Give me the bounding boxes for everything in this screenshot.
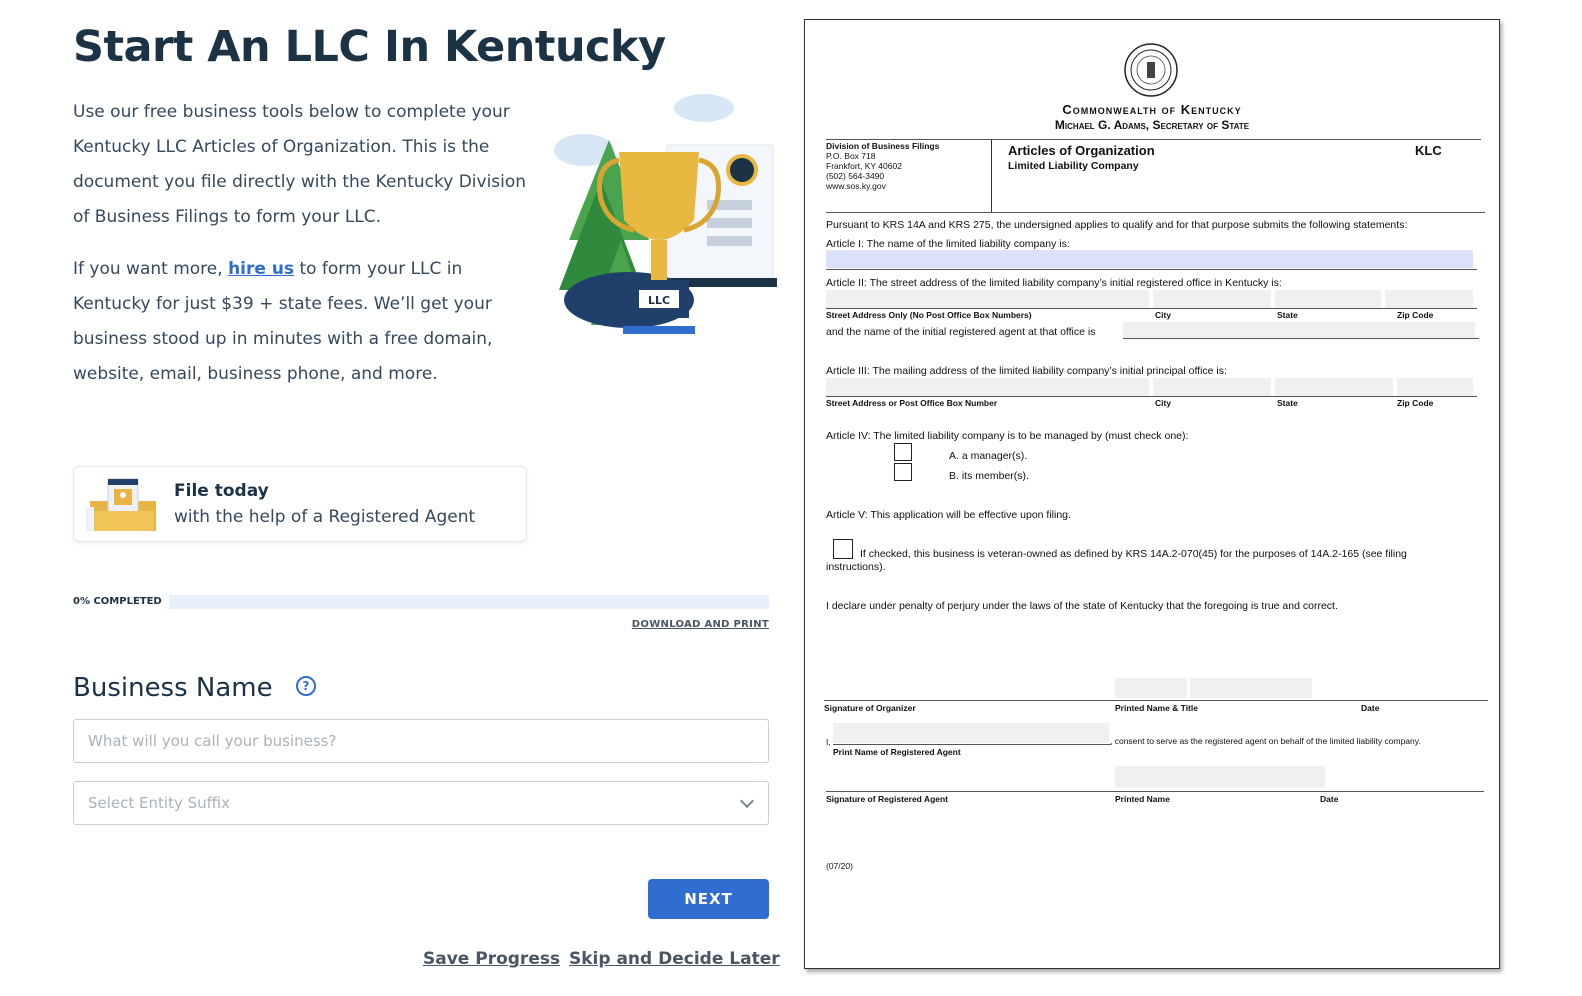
intro-hire-after: to form your LLC in Kentucky for just $39 + state fees. We’ll get your business stood up in minutes with a free domain, website, email, business phone, and more.: [73, 259, 493, 384]
doc-a2-state-label: State: [1277, 310, 1298, 320]
organizer-printed-name-field[interactable]: [1115, 678, 1187, 698]
doc-a3-street-label: Street Address or Post Office Box Number: [826, 398, 998, 408]
save-progress-link[interactable]: Save Progress: [423, 949, 561, 969]
doc-a2-street-label: Street Address Only (No Post Office Box Numbers): [826, 310, 1032, 320]
progress-label: 0% COMPLETED: [73, 596, 162, 607]
principal-office-state-field[interactable]: [1275, 378, 1393, 396]
principal-office-street-field[interactable]: [826, 378, 1149, 396]
page-title: Start An LLC In Kentucky: [73, 22, 666, 72]
business-name-label: Business Name: [73, 673, 273, 703]
next-button[interactable]: NEXT: [648, 879, 769, 919]
doc-a3-state-label: State: [1277, 398, 1298, 408]
registered-agent-card[interactable]: [73, 466, 527, 542]
registered-agent-name-field[interactable]: [1123, 322, 1475, 338]
skip-and-decide-later-link[interactable]: Skip and Decide Later: [569, 949, 780, 969]
doc-address1: P.O. Box 718: [826, 151, 876, 161]
doc-a3-city-label: City: [1155, 398, 1172, 408]
doc-veteran-1: If checked, this business is veteran-owned as defined by KRS 14A.2-070(45) for the purposes of 14A.2-165 (see filing: [860, 548, 1407, 560]
doc-a3-zip-label: Zip Code: [1397, 398, 1434, 408]
doc-commonwealth: Commonwealth of Kentucky: [1062, 102, 1242, 117]
llc-name-field[interactable]: [826, 250, 1473, 268]
form-panel: [73, 0, 780, 996]
chevron-down-icon: [740, 794, 754, 808]
doc-article-3: Article III: The mailing address of the limited liability company’s initial principal office is:: [826, 365, 1227, 377]
doc-form-code: KLC: [1415, 143, 1442, 158]
articles-of-organization-preview: [804, 19, 1500, 969]
doc-option-a: A. a manager(s).: [949, 450, 1028, 462]
file-today-subtitle: with the help of a Registered Agent: [174, 507, 476, 527]
help-circle-icon[interactable]: ?: [296, 676, 316, 696]
member-checkbox[interactable]: [894, 463, 912, 481]
doc-article-5: Article V: This application will be effective upon filing.: [826, 509, 1071, 521]
entity-suffix-select[interactable]: [73, 781, 769, 825]
principal-office-zip-field[interactable]: [1397, 378, 1473, 396]
agent-printed-name-field[interactable]: [1115, 766, 1325, 788]
doc-phone: (502) 564-3490: [826, 171, 885, 181]
doc-pursuant: Pursuant to KRS 14A and KRS 275, the undersigned applies to qualify and for that purpose submits the following statements:: [826, 219, 1408, 231]
doc-consent: , consent to serve as the registered agent on behalf of the limited liability company.: [1110, 736, 1421, 746]
intro-text: Use our free business tools below to complete your Kentucky LLC Articles of Organization. This is the document you file directly with the Kentucky Division of Business Filings to form your LLC.: [73, 102, 527, 227]
doc-a2-city-label: City: [1155, 310, 1172, 320]
principal-office-city-field[interactable]: [1153, 378, 1271, 396]
doc-printed-name-title: Printed Name & Title: [1115, 703, 1198, 713]
intro-hire-before: If you want more,: [73, 259, 229, 279]
agent-print-name-field[interactable]: [833, 723, 1109, 743]
doc-address2: Frankfort, KY 40602: [826, 161, 902, 171]
doc-revision: (07/20): [826, 861, 853, 871]
doc-article-1: Article I: The name of the limited liability company is:: [826, 238, 1070, 250]
llc-badge-text: LLC: [647, 294, 671, 307]
doc-printed-name: Printed Name: [1115, 794, 1170, 804]
doc-article-4: Article IV: The limited liability company is to be managed by (must check one):: [826, 430, 1189, 442]
registered-office-zip-field[interactable]: [1385, 290, 1473, 308]
entity-suffix-placeholder: Select Entity Suffix: [88, 794, 231, 812]
intro-hire-text: [73, 252, 528, 392]
hire-us-link[interactable]: hire us: [228, 259, 295, 279]
file-today-title: File today: [174, 481, 269, 501]
folder-agent-icon: [86, 477, 160, 535]
trophy-illustration: [539, 90, 779, 340]
registered-office-street-field[interactable]: [826, 290, 1149, 308]
doc-sig-organizer: Signature of Organizer: [824, 703, 916, 713]
kentucky-seal-icon: [1123, 42, 1179, 98]
doc-secretary: Michael G. Adams, Secretary of State: [1054, 118, 1250, 132]
download-and-print-link[interactable]: DOWNLOAD AND PRINT: [631, 619, 769, 630]
organizer-title-field[interactable]: [1190, 678, 1312, 698]
doc-website: www.sos.ky.gov: [826, 181, 886, 191]
doc-i-label: I,: [826, 737, 831, 747]
veteran-owned-checkbox[interactable]: [833, 539, 853, 559]
doc-veteran-2: instructions).: [826, 561, 886, 573]
doc-a2-zip-label: Zip Code: [1397, 310, 1434, 320]
doc-date-2: Date: [1320, 794, 1339, 804]
doc-agent-line: and the name of the initial registered agent at that office is: [826, 326, 1096, 338]
progress-bar: [169, 595, 769, 609]
doc-print-name-agent: Print Name of Registered Agent: [833, 747, 961, 757]
doc-sig-agent: Signature of Registered Agent: [826, 794, 949, 804]
doc-form-subtitle: Limited Liability Company: [1008, 160, 1139, 172]
doc-form-title: Articles of Organization: [1008, 143, 1155, 158]
business-name-input[interactable]: [73, 719, 769, 763]
doc-option-b: B. its member(s).: [949, 470, 1029, 482]
manager-checkbox[interactable]: [894, 443, 912, 461]
registered-office-city-field[interactable]: [1153, 290, 1271, 308]
doc-article-2: Article II: The street address of the limited liability company’s initial registered office in Kentucky is:: [826, 277, 1282, 289]
doc-division: Division of Business Filings: [826, 141, 940, 151]
registered-office-state-field[interactable]: [1275, 290, 1381, 308]
doc-date-1: Date: [1361, 703, 1380, 713]
doc-declare: I declare under penalty of perjury under the laws of the state of Kentucky that the foregoing is true and correct.: [826, 600, 1338, 612]
